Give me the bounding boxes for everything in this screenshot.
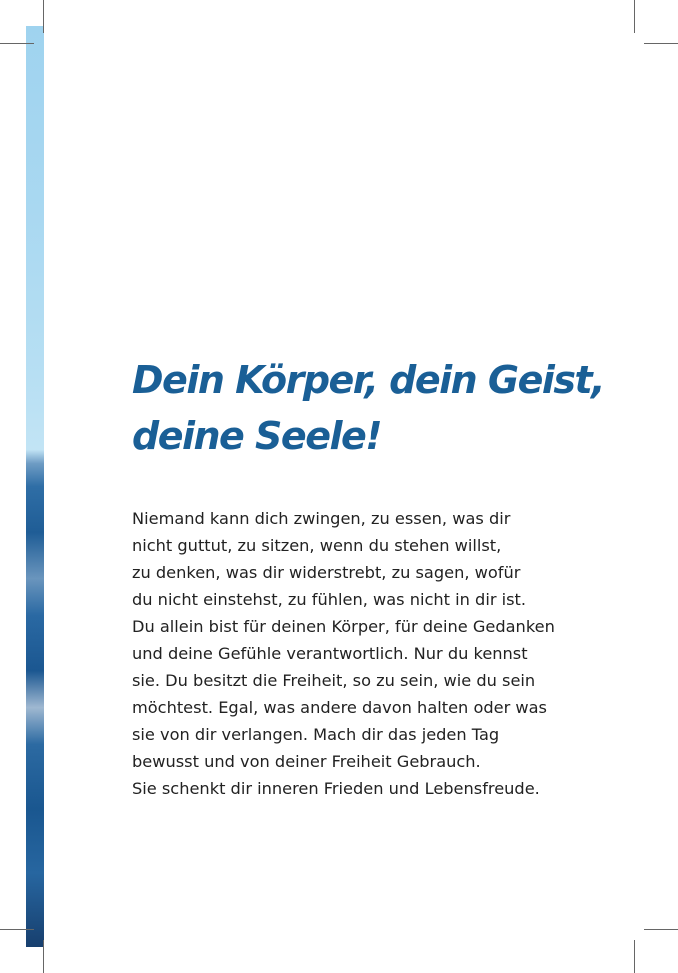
body-line: du nicht einstehst, zu fühlen, was nicht in dir ist. — [132, 590, 527, 609]
page-heading — [132, 352, 652, 464]
body-line: Sie schenkt dir inneren Frieden und Lebensfreude. — [132, 779, 540, 798]
crop-mark-bottom-right-vertical — [634, 940, 635, 973]
body-line: möchtest. Egal, was andere davon halten oder was — [132, 698, 547, 717]
heading-line: deine Seele! — [132, 414, 382, 458]
body-line: Niemand kann dich zwingen, zu essen, was dir — [132, 509, 511, 528]
body-line: sie von dir verlangen. Mach dir das jeden Tag — [132, 725, 500, 744]
heading-line: Dein Körper, dein Geist, — [132, 358, 605, 402]
ocean-image-strip — [26, 26, 44, 947]
body-paragraph — [132, 505, 652, 802]
body-line: nicht guttut, zu sitzen, wenn du stehen willst, — [132, 536, 502, 555]
body-line: bewusst und von deiner Freiheit Gebrauch. — [132, 752, 481, 771]
crop-mark-top-left-vertical — [43, 0, 44, 33]
body-line: sie. Du besitzt die Freiheit, so zu sein, wie du sein — [132, 671, 536, 690]
crop-mark-top-right-horizontal — [644, 43, 678, 44]
crop-mark-top-left-horizontal — [0, 43, 34, 44]
body-line: zu denken, was dir widerstrebt, zu sagen, wofür — [132, 563, 521, 582]
crop-mark-bottom-left-horizontal — [0, 929, 34, 930]
body-line: und deine Gefühle verantwortlich. Nur du kennst — [132, 644, 528, 663]
crop-mark-top-right-vertical — [634, 0, 635, 33]
crop-mark-bottom-right-horizontal — [644, 929, 678, 930]
crop-mark-bottom-left-vertical — [43, 940, 44, 973]
body-line: Du allein bist für deinen Körper, für deine Gedanken — [132, 617, 555, 636]
